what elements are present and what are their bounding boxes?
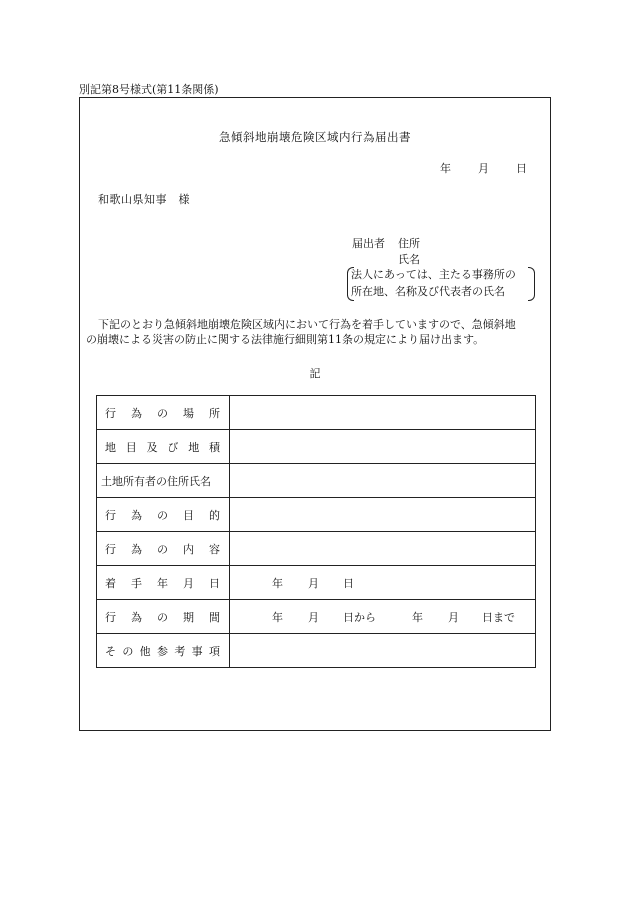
row-label-char: 為 [131, 406, 142, 420]
row-label-char: 及 [146, 440, 158, 454]
period-from-year-label: 年 [272, 610, 283, 624]
period-to-month-label: 月 [448, 610, 459, 624]
row-value-cell[interactable] [230, 396, 536, 430]
addressee: 和歌山県知事 様 [98, 193, 190, 206]
row-label [97, 541, 229, 557]
row-label-char: 所 [209, 406, 220, 420]
period-from-day-label: 日から [343, 610, 376, 624]
row-value-cell[interactable] [230, 532, 536, 566]
row-label-char: 容 [209, 542, 220, 556]
row-label [97, 643, 229, 659]
row-label-cell [97, 464, 230, 498]
row-label-char: 考 [174, 644, 186, 658]
row-label-char: 行 [105, 508, 116, 522]
row-label [97, 609, 229, 625]
row-label-char: 積 [208, 440, 220, 454]
period-from-month-label: 月 [308, 610, 319, 624]
form-frame [79, 97, 551, 731]
row-label-char: の [157, 610, 168, 624]
body-text-line-1: 下記のとおり急傾斜地崩壊危険区域内において行為を着手していますので、急傾斜地 [98, 318, 516, 331]
row-label [97, 575, 229, 591]
corporation-note-line-2: 所在地、名称及び代表者の氏名 [351, 285, 505, 298]
row-label-char: 的 [209, 508, 220, 522]
name-label: 氏名 [398, 253, 420, 266]
row-value-cell[interactable] [230, 498, 536, 532]
row-label-char: 内 [183, 542, 194, 556]
row-label-char: 項 [208, 644, 220, 658]
row-action-period [97, 600, 536, 634]
items-table [96, 395, 536, 668]
row-label-char: の [122, 644, 134, 658]
row-label-char: 期 [183, 610, 194, 624]
row-label-char: そ [105, 644, 116, 658]
date-day-label: 日 [516, 162, 527, 175]
corporation-note [347, 266, 535, 300]
row-label-char: 目 [183, 508, 194, 522]
row-label [97, 439, 229, 455]
row-action-location [97, 396, 536, 430]
row-label-char: 為 [131, 610, 142, 624]
ki-heading: 記 [309, 367, 321, 380]
row-label-char: 行 [105, 406, 116, 420]
row-label-char: 他 [139, 644, 151, 658]
row-label-char: 目 [125, 440, 137, 454]
submission-date [440, 160, 528, 176]
row-label-char: 参 [156, 644, 168, 658]
row-label-cell [97, 430, 230, 464]
row-action-purpose [97, 498, 536, 532]
left-bracket [347, 267, 354, 301]
notifier-label: 届出者 [352, 237, 385, 250]
row-label-cell [97, 566, 230, 600]
row-label-char: 地 [105, 440, 116, 454]
start-month-label: 月 [308, 576, 319, 590]
form-reference: 別記第8号様式(第11条関係) [79, 83, 219, 96]
row-value-cell[interactable] [230, 430, 536, 464]
row-label-char: 為 [131, 542, 142, 556]
row-landowner-address-name [97, 464, 536, 498]
row-label-char: 日 [209, 576, 220, 590]
row-label-char: の [157, 406, 168, 420]
date-year-label: 年 [440, 162, 451, 175]
row-label-char: 行 [105, 610, 116, 624]
row-label-char: 為 [131, 508, 142, 522]
body-text-line-2: の崩壊による災害の防止に関する法律施行細則第11条の規定により届け出ます。 [86, 333, 485, 346]
row-label-char: び [167, 440, 179, 454]
start-day-label: 日 [343, 576, 354, 590]
form-title: 急傾斜地崩壊危険区域内行為届出書 [219, 130, 411, 144]
date-month-label: 月 [478, 162, 489, 175]
row-label-char: 間 [209, 610, 220, 624]
right-bracket [528, 267, 535, 301]
start-year-label: 年 [272, 576, 283, 590]
row-label-char: 月 [183, 576, 194, 590]
row-value-cell[interactable] [230, 464, 536, 498]
row-label: 土地所有者の住所氏名 [101, 474, 211, 488]
row-start-date [97, 566, 536, 600]
row-label-char: の [157, 508, 168, 522]
row-label-char: 年 [157, 576, 168, 590]
row-label-cell [97, 600, 230, 634]
body-text [86, 317, 548, 347]
row-value-cell[interactable] [230, 634, 536, 668]
address-label: 住所 [398, 237, 420, 250]
row-label-char: の [157, 542, 168, 556]
row-label-cell [97, 634, 230, 668]
row-label [97, 507, 229, 523]
period-to-day-label: 日まで [482, 610, 515, 624]
row-label [97, 405, 229, 421]
row-other-notes [97, 634, 536, 668]
row-label-char: 手 [131, 576, 142, 590]
row-value-cell[interactable] [230, 600, 536, 634]
row-label-char: 行 [105, 542, 116, 556]
corporation-note-line-1: 法人にあっては、主たる事務所の [351, 268, 516, 281]
row-label-cell [97, 498, 230, 532]
notifier-block [352, 236, 420, 268]
row-label-cell [97, 396, 230, 430]
period-to-year-label: 年 [412, 610, 423, 624]
row-label-char: 場 [183, 406, 194, 420]
row-label-cell [97, 532, 230, 566]
row-label-char: 地 [188, 440, 200, 454]
row-label-char: 事 [191, 644, 203, 658]
row-label-char: 着 [105, 576, 116, 590]
row-value-cell[interactable] [230, 566, 536, 600]
row-land-category-area [97, 430, 536, 464]
row-action-content [97, 532, 536, 566]
